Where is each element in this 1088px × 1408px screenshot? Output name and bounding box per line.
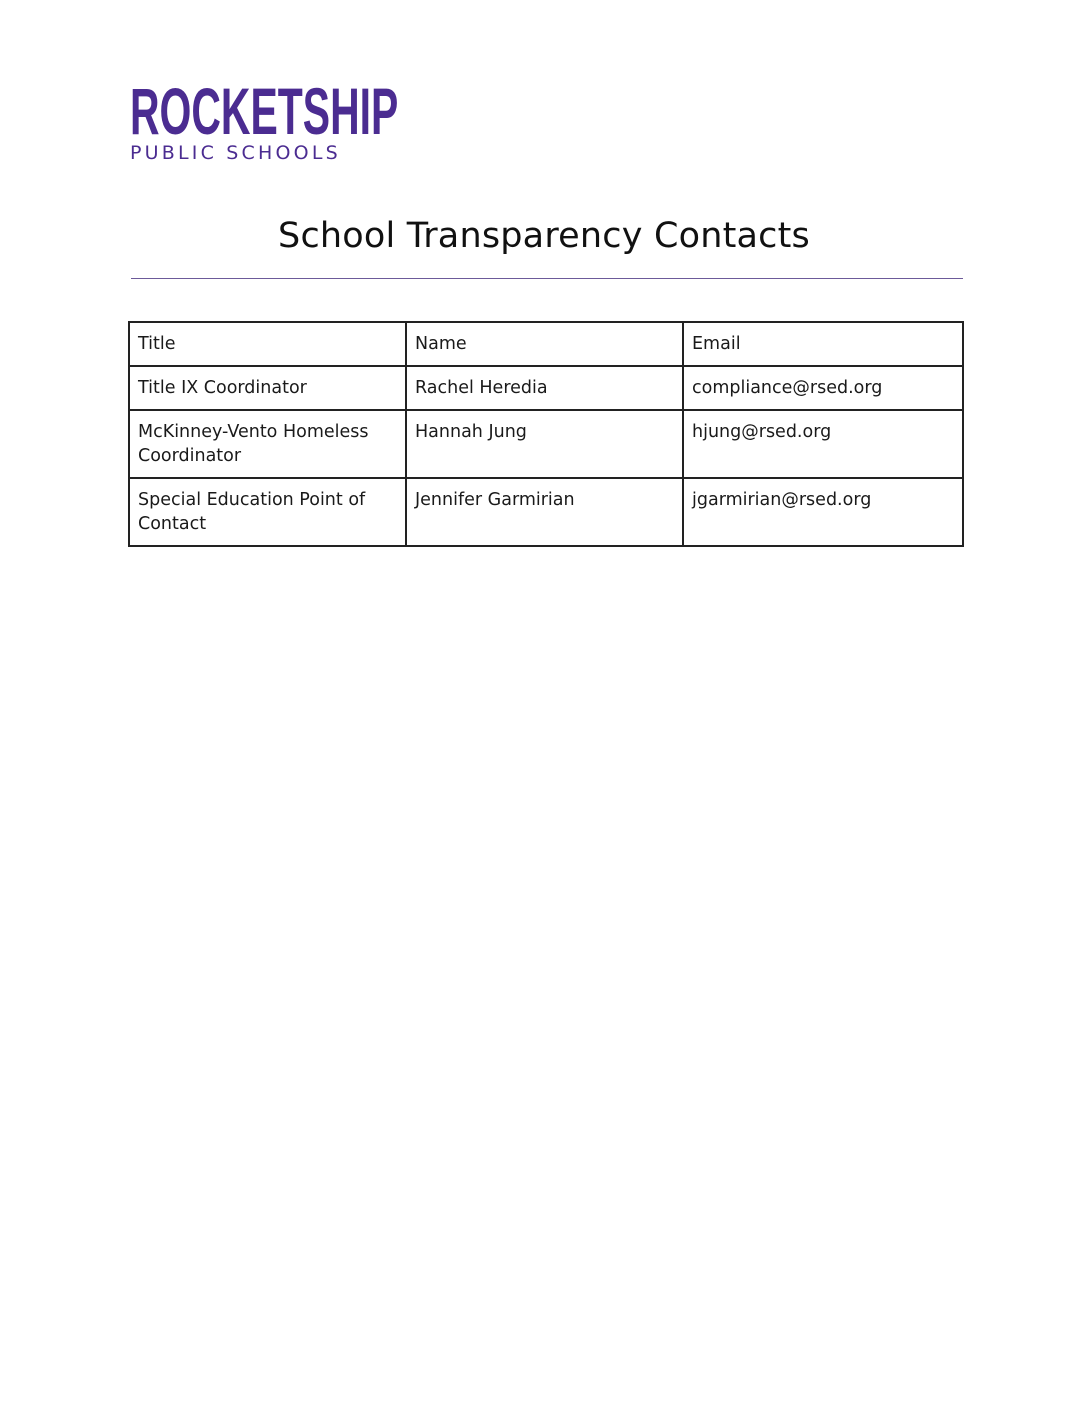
table-row	[129, 410, 963, 478]
cell-title: Title IX Coordinator	[129, 366, 406, 410]
cell-title: McKinney-Vento Homeless Coordinator	[129, 410, 406, 478]
cell-name: Jennifer Garmirian	[406, 478, 683, 546]
header-email: Email	[683, 322, 963, 366]
header-name: Name	[406, 322, 683, 366]
title-divider	[131, 278, 963, 279]
table-row	[129, 478, 963, 546]
table-row	[129, 366, 963, 410]
cell-name: Hannah Jung	[406, 410, 683, 478]
cell-email: compliance@rsed.org	[683, 366, 963, 410]
logo-subtitle: PUBLIC SCHOOLS	[130, 142, 341, 164]
page-title: School Transparency Contacts	[278, 216, 810, 256]
table-header-row	[129, 322, 963, 366]
contacts-table	[128, 321, 964, 547]
logo-wordmark: ROCKETSHIP	[130, 74, 399, 148]
cell-title: Special Education Point of Contact	[129, 478, 406, 546]
cell-email: jgarmirian@rsed.org	[683, 478, 963, 546]
cell-name: Rachel Heredia	[406, 366, 683, 410]
rocketship-logo	[130, 74, 399, 164]
header-title: Title	[129, 322, 406, 366]
cell-email: hjung@rsed.org	[683, 410, 963, 478]
